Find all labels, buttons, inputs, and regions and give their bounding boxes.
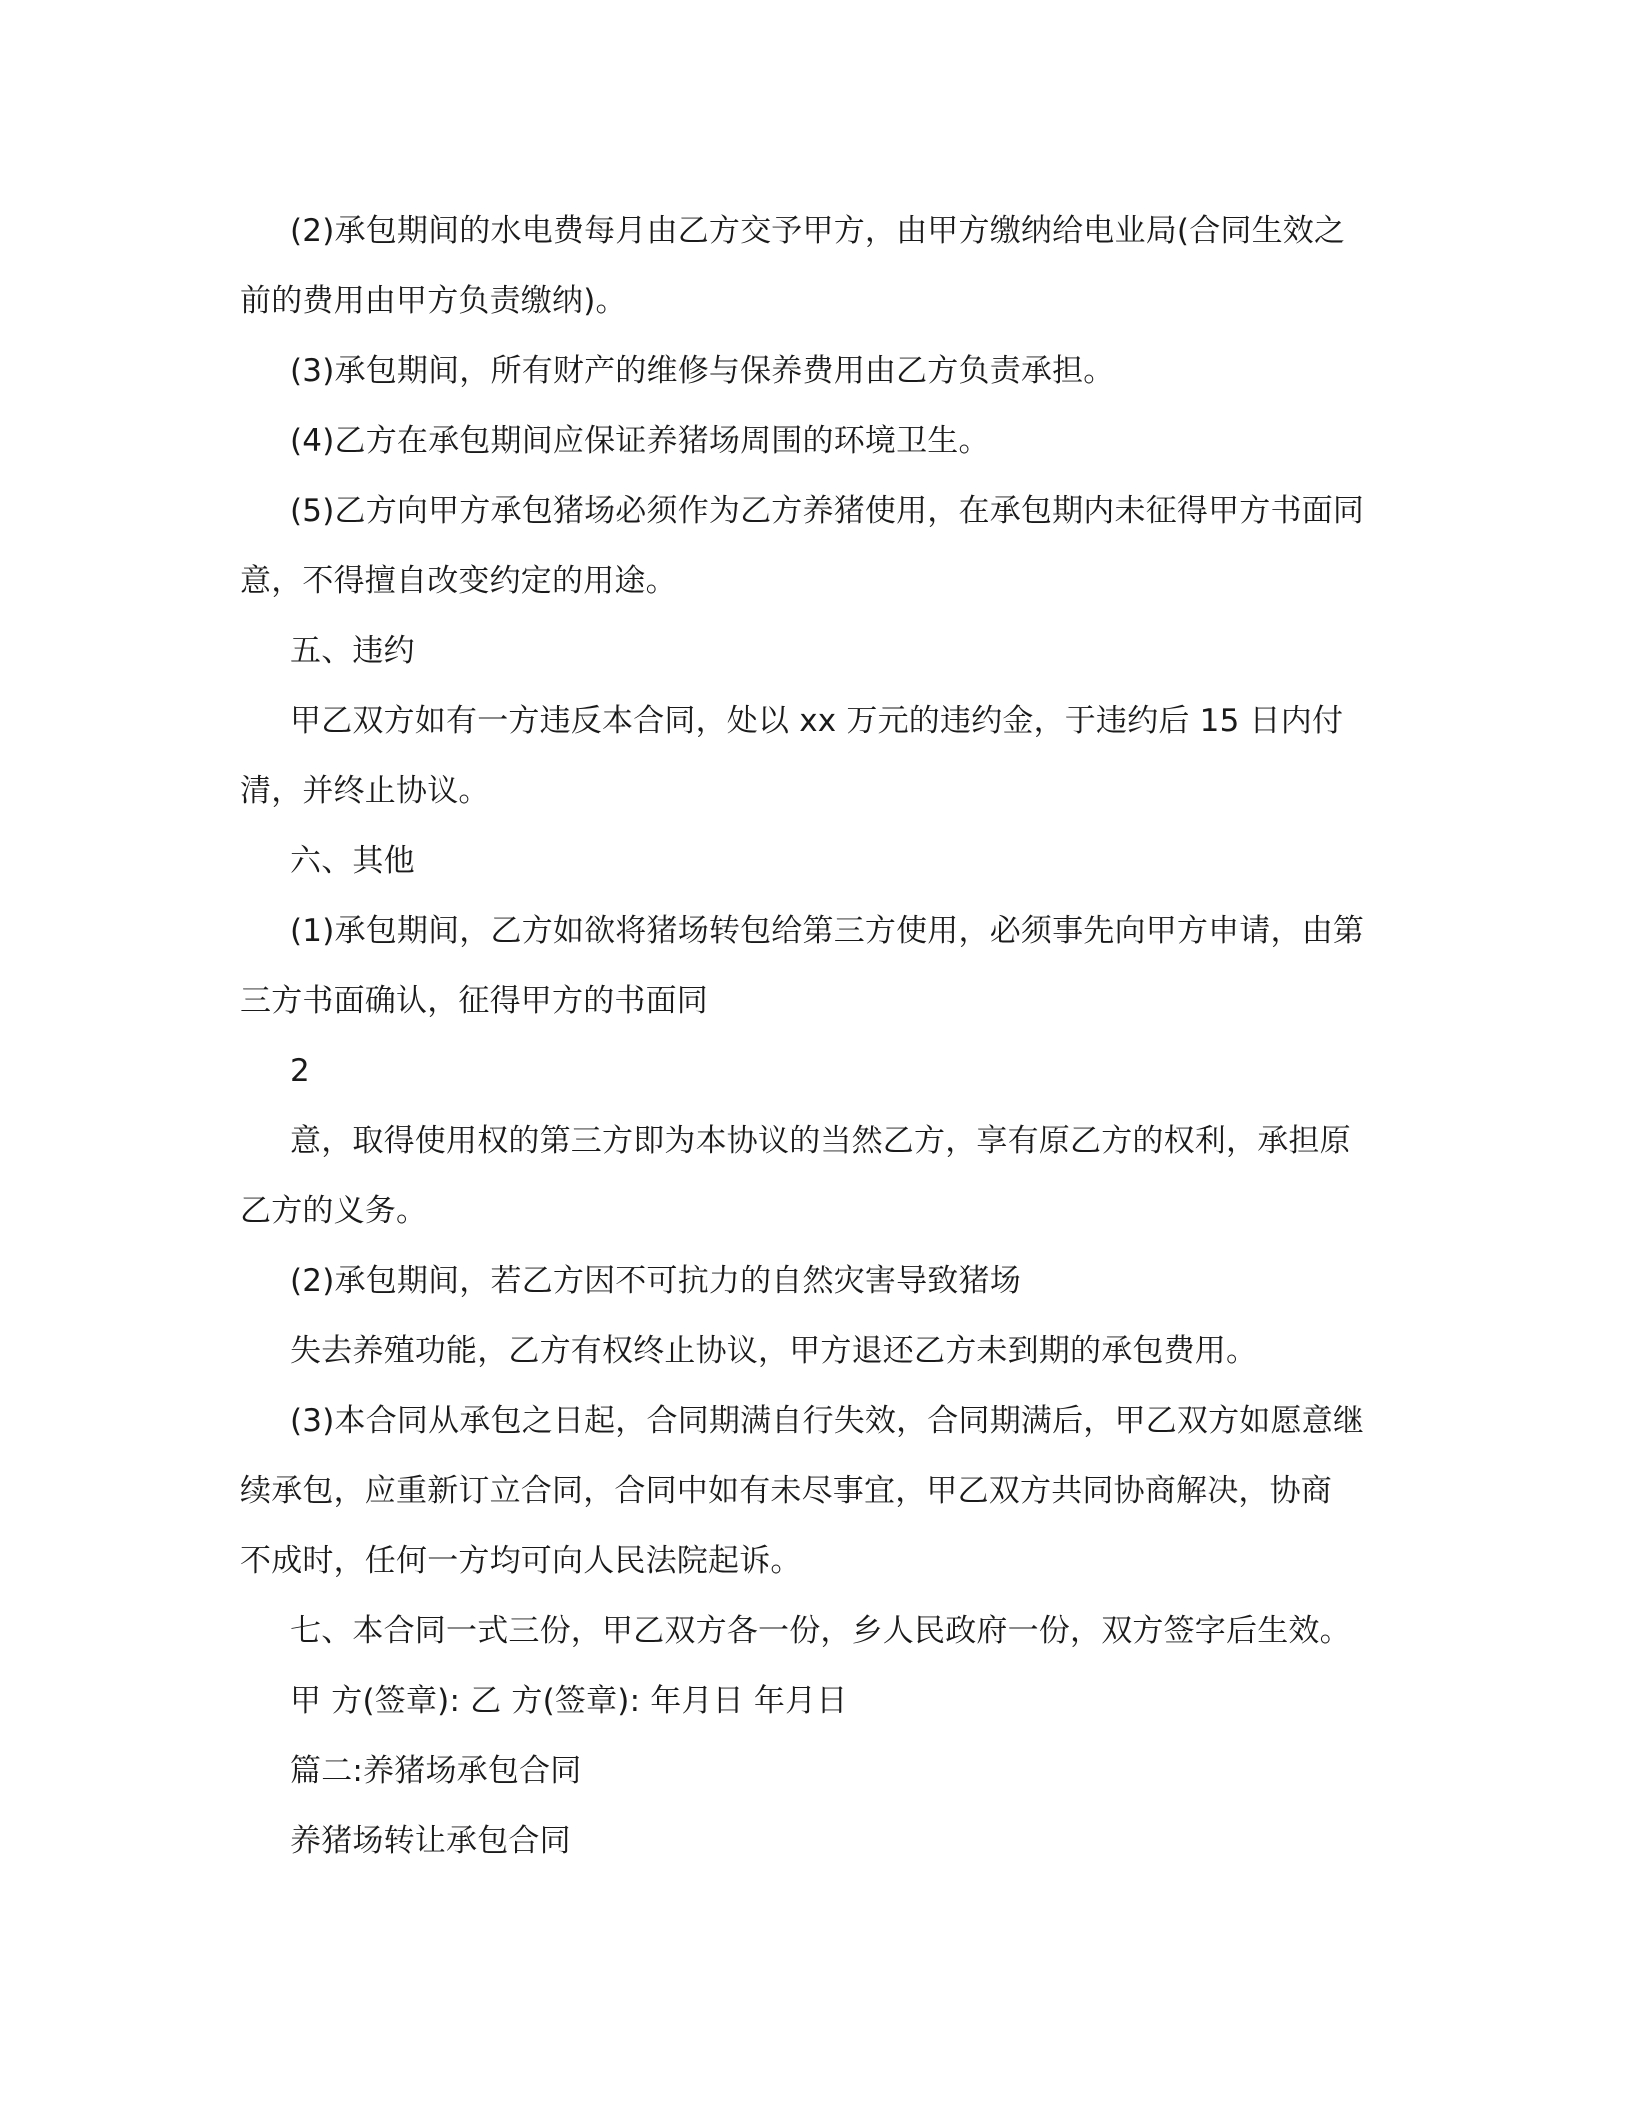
paragraph-line: 前的费用由甲方负责缴纳)。	[240, 283, 627, 319]
paragraph-line: 甲乙双方如有一方违反本合同，处以 xx 万元的违约金，于违约后 15 日内付	[290, 703, 1344, 739]
chapter-heading: 篇二:养猪场承包合同	[290, 1753, 582, 1789]
paragraph-line: 失去养殖功能，乙方有权终止协议，甲方退还乙方未到期的承包费用。	[290, 1333, 1258, 1369]
paragraph-line: 清，并终止协议。	[240, 773, 490, 809]
paragraph-line: 三方书面确认，征得甲方的书面同	[240, 983, 708, 1019]
section-heading: 五、违约	[290, 633, 415, 669]
paragraph-line: (2)承包期间的水电费每月由乙方交予甲方，由甲方缴纳给电业局(合同生效之	[290, 213, 1346, 249]
document-body	[240, 196, 1390, 1876]
paragraph-line: (1)承包期间，乙方如欲将猪场转包给第三方使用，必须事先向甲方申请，由第	[290, 913, 1365, 949]
paragraph-line: 意，取得使用权的第三方即为本协议的当然乙方，享有原乙方的权利，承担原	[290, 1123, 1351, 1159]
paragraph-line: 乙方的义务。	[240, 1193, 428, 1229]
signature-line: 甲 方(签章): 乙 方(签章): 年月日 年月日	[290, 1683, 848, 1719]
section-heading: 六、其他	[290, 843, 415, 879]
page-number: 2	[290, 1053, 310, 1089]
paragraph-line: (3)本合同从承包之日起，合同期满自行失效，合同期满后，甲乙双方如愿意继	[290, 1403, 1365, 1439]
paragraph-line: 不成时，任何一方均可向人民法院起诉。	[240, 1543, 802, 1579]
paragraph-line: (3)承包期间，所有财产的维修与保养费用由乙方负责承担。	[290, 353, 1115, 389]
document-title: 养猪场转让承包合同	[290, 1823, 571, 1859]
paragraph-line: 意，不得擅自改变约定的用途。	[240, 563, 677, 599]
paragraph-line: (2)承包期间，若乙方因不可抗力的自然灾害导致猪场	[290, 1263, 1021, 1299]
paragraph-line: (5)乙方向甲方承包猪场必须作为乙方养猪使用，在承包期内未征得甲方书面同	[290, 493, 1365, 529]
section-heading: 七、本合同一式三份，甲乙双方各一份，乡人民政府一份，双方签字后生效。	[290, 1613, 1351, 1649]
paragraph-line: 续承包，应重新订立合同，合同中如有未尽事宜，甲乙双方共同协商解决，协商	[240, 1473, 1332, 1509]
paragraph-line: (4)乙方在承包期间应保证养猪场周围的环境卫生。	[290, 423, 990, 459]
